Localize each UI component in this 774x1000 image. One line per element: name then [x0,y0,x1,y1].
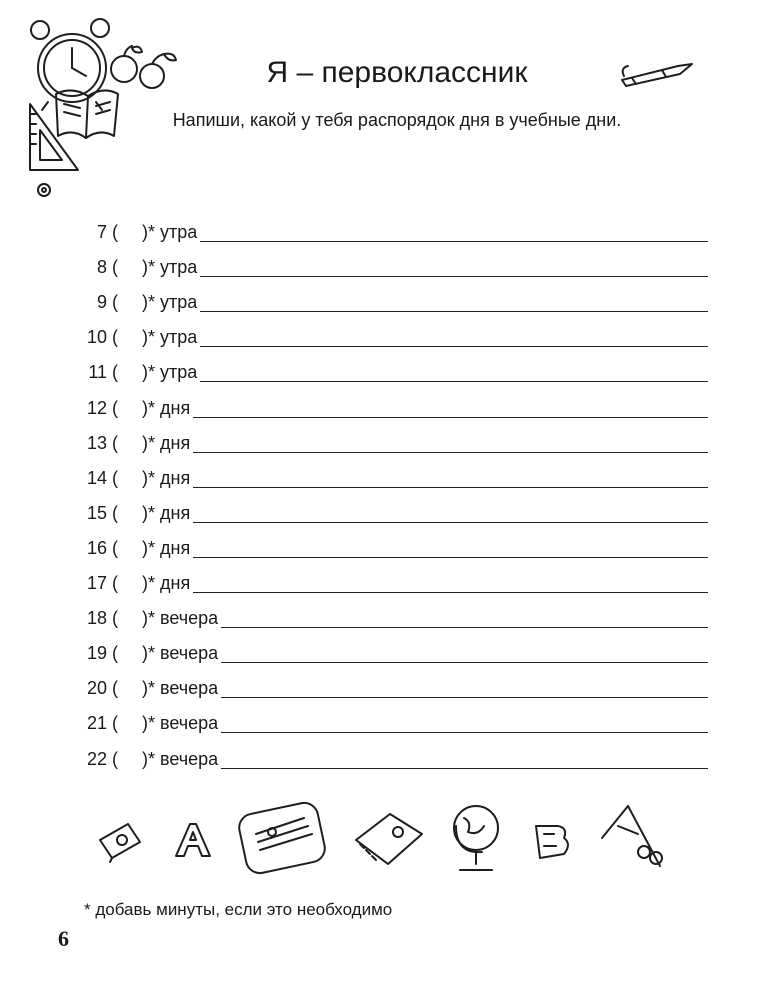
schedule-row [60,356,708,382]
hour-label: 7 ( [96,222,118,242]
answer-line[interactable] [221,607,708,628]
hour-label: 14 ( [86,467,118,488]
hour-label: 21 ( [86,713,118,734]
answer-line[interactable] [193,537,708,558]
hour-label: 9 ( [96,292,118,313]
schedule-row [60,532,708,558]
schedule-row [60,743,708,769]
period-label: )* утра [142,257,198,278]
schedule-row [60,251,708,277]
hour-label: 10 ( [86,327,118,348]
hour-label: 18 ( [86,608,118,629]
page-number: 6 [58,926,69,951]
answer-line[interactable] [193,502,708,523]
letter-a-block-icon [170,820,216,860]
period-label: )* вечера [142,608,219,629]
hour-label: 13 ( [86,432,118,453]
answer-line[interactable] [221,642,708,663]
schedule-row [60,216,708,242]
period-label: )* вечера [142,643,219,664]
schedule-row [60,672,708,698]
period-label: )* утра [142,292,198,313]
globe-icon [448,800,504,876]
footnote: * добавь минуты, если это необходимо [84,900,393,919]
pencil-case-icon [236,798,330,878]
answer-line[interactable] [200,361,708,382]
hour-label: 11 ( [88,362,118,383]
letter-b-block-icon [528,820,576,862]
answer-line[interactable] [193,467,708,488]
hour-label: 8 ( [96,257,118,278]
period-label: )* вечера [142,678,219,699]
page-title: Я – первоклассник [266,56,528,89]
period-label: )* утра [142,222,198,242]
schedule-row [60,707,708,733]
schedule-row [60,637,708,663]
answer-line[interactable] [193,432,708,453]
period-label: )* дня [142,502,191,523]
answer-line[interactable] [193,397,708,418]
period-label: )* дня [142,573,191,593]
compass-icon [598,802,672,874]
period-label: )* дня [142,467,191,488]
answer-line[interactable] [221,748,708,769]
period-label: )* утра [142,327,198,348]
period-label: )* вечера [142,713,219,734]
period-label: )* дня [142,397,191,418]
answer-line[interactable] [193,572,708,593]
hour-label: 17 ( [86,573,118,593]
schedule-row [60,497,708,523]
hour-label: 19 ( [86,643,118,664]
hour-label: 12 ( [86,397,118,418]
answer-line[interactable] [200,221,708,242]
schedule-row [60,392,708,418]
schedule-row [60,602,708,628]
schedule-row [60,462,708,488]
pencil-sharpener-icon [94,818,146,864]
schedule-row [60,321,708,347]
answer-line[interactable] [200,256,708,277]
notebook-icon [350,810,426,870]
instruction-text: Напиши, какой у тебя распорядок дня в учебные дни. [172,110,622,130]
hour-label: 20 ( [86,678,118,699]
hour-label: 16 ( [86,537,118,558]
schedule-row [60,567,708,593]
hour-label: 15 ( [86,502,118,523]
period-label: )* дня [142,432,191,453]
schedule-row [60,286,708,312]
period-label: )* утра [142,362,198,383]
period-label: )* вечера [142,748,219,769]
schedule-row [60,427,708,453]
answer-line[interactable] [221,712,708,733]
answer-line[interactable] [200,291,708,312]
answer-line[interactable] [221,677,708,698]
period-label: )* дня [142,537,191,558]
answer-line[interactable] [200,326,708,347]
hour-label: 22 ( [86,748,118,769]
